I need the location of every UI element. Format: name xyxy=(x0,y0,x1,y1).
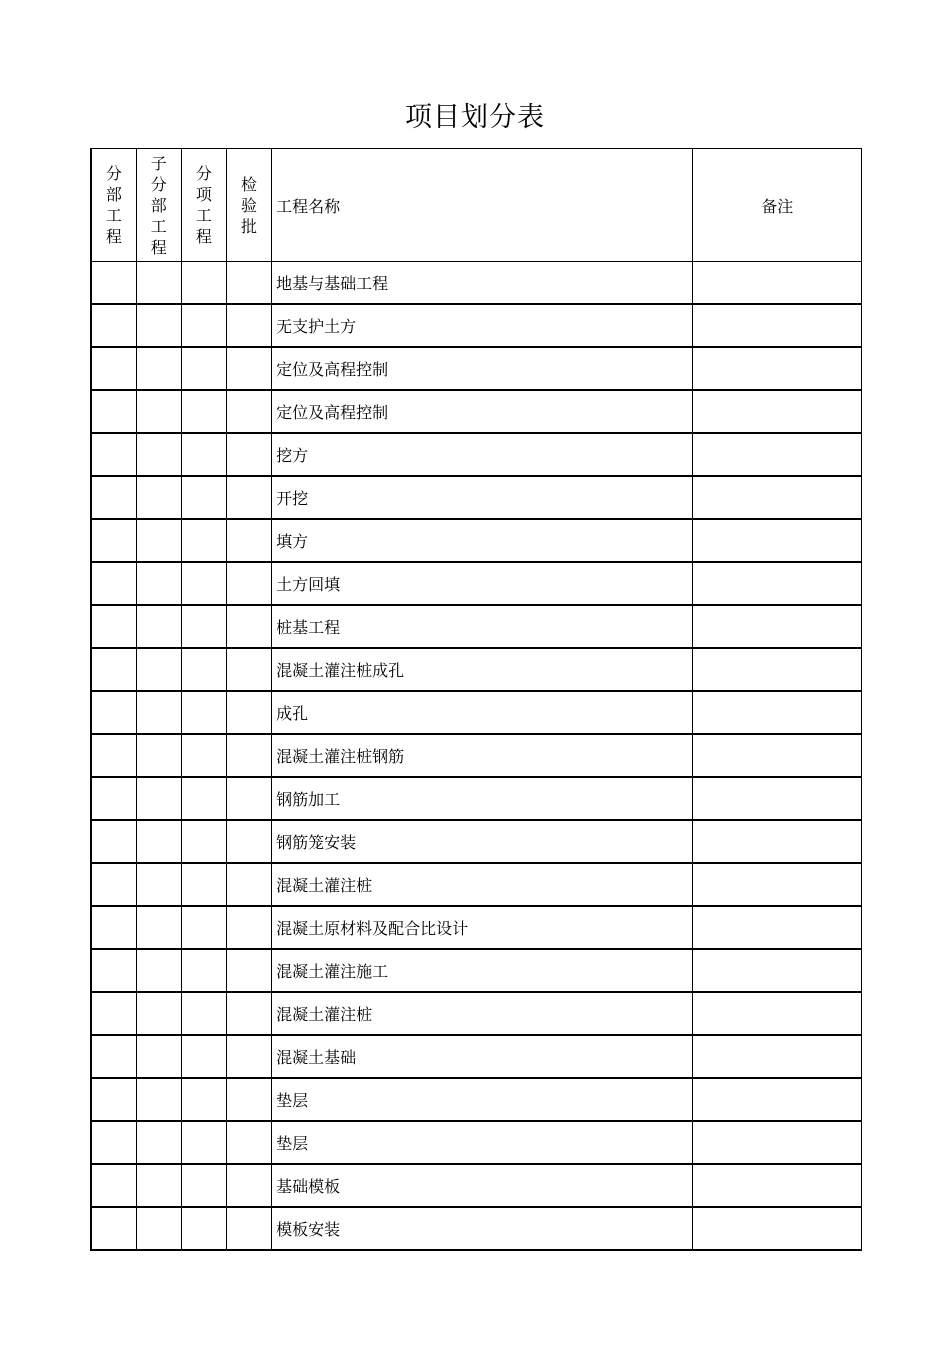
table-row xyxy=(91,863,862,906)
cell-zifenbu xyxy=(136,347,181,390)
cell-jianyanpi xyxy=(226,433,271,476)
cell-jianyanpi xyxy=(226,992,271,1035)
page-title: 项目划分表 xyxy=(405,102,545,133)
cell-project-name: 开挖 xyxy=(272,476,693,519)
cell-fenxiang xyxy=(181,992,226,1035)
cell-fenbu xyxy=(91,519,136,562)
cell-project-name: 混凝土灌注桩成孔 xyxy=(272,648,693,691)
table-row xyxy=(91,1078,862,1121)
cell-fenbu xyxy=(91,1035,136,1078)
header-note: 备注 xyxy=(693,149,862,262)
table-row xyxy=(91,476,862,519)
table-row xyxy=(91,820,862,863)
cell-project-name: 垫层 xyxy=(272,1121,693,1164)
header-char: 程 xyxy=(150,237,167,257)
cell-fenbu xyxy=(91,1207,136,1250)
cell-fenbu xyxy=(91,734,136,777)
cell-fenxiang xyxy=(181,863,226,906)
cell-fenxiang xyxy=(181,519,226,562)
cell-jianyanpi xyxy=(226,1164,271,1207)
cell-project-name: 模板安装 xyxy=(272,1207,693,1250)
header-char: 分 xyxy=(150,174,167,194)
header-jianyanpi xyxy=(226,149,271,262)
cell-project-name: 地基与基础工程 xyxy=(272,262,693,305)
cell-jianyanpi xyxy=(226,691,271,734)
cell-fenbu xyxy=(91,562,136,605)
cell-fenxiang xyxy=(181,906,226,949)
cell-project-name: 基础模板 xyxy=(272,1164,693,1207)
cell-zifenbu xyxy=(136,562,181,605)
cell-jianyanpi xyxy=(226,562,271,605)
cell-jianyanpi xyxy=(226,476,271,519)
cell-project-name: 混凝土灌注桩 xyxy=(272,863,693,906)
cell-jianyanpi xyxy=(226,262,271,305)
header-zifenbu xyxy=(136,149,181,262)
cell-zifenbu xyxy=(136,691,181,734)
cell-project-name: 混凝土灌注施工 xyxy=(272,949,693,992)
cell-fenbu xyxy=(91,777,136,820)
cell-jianyanpi xyxy=(226,1078,271,1121)
cell-fenxiang xyxy=(181,347,226,390)
cell-fenxiang xyxy=(181,1121,226,1164)
header-char: 验 xyxy=(240,195,257,215)
cell-zifenbu xyxy=(136,304,181,347)
table-row xyxy=(91,1164,862,1207)
table-row xyxy=(91,605,862,648)
cell-fenbu xyxy=(91,304,136,347)
cell-project-name: 桩基工程 xyxy=(272,605,693,648)
cell-zifenbu xyxy=(136,605,181,648)
cell-note xyxy=(693,949,862,992)
cell-fenxiang xyxy=(181,1207,226,1250)
cell-note xyxy=(693,304,862,347)
cell-fenbu xyxy=(91,347,136,390)
cell-zifenbu xyxy=(136,734,181,777)
cell-jianyanpi xyxy=(226,734,271,777)
cell-fenxiang xyxy=(181,433,226,476)
cell-project-name: 无支护土方 xyxy=(272,304,693,347)
cell-fenbu xyxy=(91,476,136,519)
cell-jianyanpi xyxy=(226,863,271,906)
table-row xyxy=(91,992,862,1035)
cell-note xyxy=(693,734,862,777)
cell-fenbu xyxy=(91,1164,136,1207)
cell-project-name: 定位及高程控制 xyxy=(272,390,693,433)
table-row xyxy=(91,648,862,691)
cell-fenbu xyxy=(91,648,136,691)
cell-zifenbu xyxy=(136,648,181,691)
table-row xyxy=(91,949,862,992)
header-fenbu xyxy=(91,149,136,262)
cell-fenxiang xyxy=(181,949,226,992)
cell-project-name: 土方回填 xyxy=(272,562,693,605)
header-char: 工 xyxy=(195,206,212,225)
header-char: 程 xyxy=(105,227,122,246)
cell-note xyxy=(693,777,862,820)
cell-fenbu xyxy=(91,1078,136,1121)
cell-fenbu xyxy=(91,262,136,305)
header-char: 部 xyxy=(150,195,167,215)
cell-zifenbu xyxy=(136,949,181,992)
project-division-table xyxy=(90,148,862,1251)
cell-zifenbu xyxy=(136,476,181,519)
table-row xyxy=(91,1207,862,1250)
cell-fenxiang xyxy=(181,691,226,734)
cell-fenxiang xyxy=(181,1078,226,1121)
header-char: 分 xyxy=(105,164,122,183)
header-char: 项 xyxy=(195,185,212,204)
table-row xyxy=(91,304,862,347)
cell-project-name: 挖方 xyxy=(272,433,693,476)
header-char: 批 xyxy=(240,216,257,236)
cell-fenbu xyxy=(91,992,136,1035)
cell-jianyanpi xyxy=(226,777,271,820)
table-row xyxy=(91,262,862,305)
cell-zifenbu xyxy=(136,1078,181,1121)
header-char: 部 xyxy=(105,185,122,204)
cell-project-name: 定位及高程控制 xyxy=(272,347,693,390)
cell-note xyxy=(693,1207,862,1250)
cell-note xyxy=(693,562,862,605)
cell-jianyanpi xyxy=(226,648,271,691)
table-row xyxy=(91,519,862,562)
cell-fenbu xyxy=(91,605,136,648)
cell-note xyxy=(693,906,862,949)
cell-fenxiang xyxy=(181,734,226,777)
cell-fenxiang xyxy=(181,777,226,820)
table-row xyxy=(91,734,862,777)
table-row xyxy=(91,390,862,433)
cell-fenxiang xyxy=(181,304,226,347)
cell-fenxiang xyxy=(181,1035,226,1078)
cell-fenxiang xyxy=(181,262,226,305)
cell-note xyxy=(693,476,862,519)
header-project-name: 工程名称 xyxy=(272,149,693,262)
cell-note xyxy=(693,1035,862,1078)
cell-fenxiang xyxy=(181,390,226,433)
header-char: 程 xyxy=(195,227,212,246)
table-row xyxy=(91,1035,862,1078)
header-char: 分 xyxy=(195,164,212,183)
cell-zifenbu xyxy=(136,906,181,949)
cell-jianyanpi xyxy=(226,1207,271,1250)
cell-jianyanpi xyxy=(226,906,271,949)
cell-note xyxy=(693,691,862,734)
cell-fenxiang xyxy=(181,476,226,519)
header-fenxiang xyxy=(181,149,226,262)
cell-note xyxy=(693,1121,862,1164)
cell-note xyxy=(693,992,862,1035)
cell-fenbu xyxy=(91,906,136,949)
cell-fenbu xyxy=(91,433,136,476)
cell-note xyxy=(693,863,862,906)
cell-project-name: 填方 xyxy=(272,519,693,562)
cell-zifenbu xyxy=(136,863,181,906)
cell-project-name: 钢筋笼安装 xyxy=(272,820,693,863)
cell-jianyanpi xyxy=(226,605,271,648)
cell-zifenbu xyxy=(136,820,181,863)
cell-fenbu xyxy=(91,691,136,734)
cell-zifenbu xyxy=(136,519,181,562)
cell-fenbu xyxy=(91,949,136,992)
cell-jianyanpi xyxy=(226,519,271,562)
cell-note xyxy=(693,433,862,476)
cell-project-name: 成孔 xyxy=(272,691,693,734)
cell-fenbu xyxy=(91,390,136,433)
header-char: 工 xyxy=(105,206,122,225)
cell-jianyanpi xyxy=(226,390,271,433)
cell-note xyxy=(693,648,862,691)
cell-fenbu xyxy=(91,1121,136,1164)
cell-jianyanpi xyxy=(226,949,271,992)
cell-zifenbu xyxy=(136,1207,181,1250)
table-row xyxy=(91,777,862,820)
cell-note xyxy=(693,519,862,562)
table-row xyxy=(91,1121,862,1164)
cell-project-name: 钢筋加工 xyxy=(272,777,693,820)
table-header-row xyxy=(91,149,862,262)
cell-zifenbu xyxy=(136,1121,181,1164)
table-row xyxy=(91,347,862,390)
cell-zifenbu xyxy=(136,777,181,820)
cell-jianyanpi xyxy=(226,347,271,390)
cell-zifenbu xyxy=(136,1164,181,1207)
cell-project-name: 混凝土灌注桩 xyxy=(272,992,693,1035)
cell-fenxiang xyxy=(181,562,226,605)
cell-note xyxy=(693,820,862,863)
cell-fenxiang xyxy=(181,820,226,863)
cell-zifenbu xyxy=(136,433,181,476)
cell-jianyanpi xyxy=(226,1121,271,1164)
cell-note xyxy=(693,347,862,390)
cell-fenxiang xyxy=(181,648,226,691)
cell-project-name: 垫层 xyxy=(272,1078,693,1121)
cell-zifenbu xyxy=(136,390,181,433)
table-row xyxy=(91,433,862,476)
table-row xyxy=(91,562,862,605)
cell-fenxiang xyxy=(181,605,226,648)
cell-jianyanpi xyxy=(226,820,271,863)
cell-note xyxy=(693,390,862,433)
cell-project-name: 混凝土灌注桩钢筋 xyxy=(272,734,693,777)
table-row xyxy=(91,691,862,734)
header-char: 子 xyxy=(150,153,167,173)
cell-fenbu xyxy=(91,820,136,863)
cell-zifenbu xyxy=(136,1035,181,1078)
cell-note xyxy=(693,1078,862,1121)
cell-project-name: 混凝土基础 xyxy=(272,1035,693,1078)
cell-note xyxy=(693,262,862,305)
cell-zifenbu xyxy=(136,262,181,305)
cell-fenxiang xyxy=(181,1164,226,1207)
cell-note xyxy=(693,605,862,648)
cell-jianyanpi xyxy=(226,1035,271,1078)
cell-zifenbu xyxy=(136,992,181,1035)
header-char: 工 xyxy=(150,216,167,236)
table-row xyxy=(91,906,862,949)
cell-project-name: 混凝土原材料及配合比设计 xyxy=(272,906,693,949)
cell-fenbu xyxy=(91,863,136,906)
cell-jianyanpi xyxy=(226,304,271,347)
header-char: 检 xyxy=(240,174,257,194)
cell-note xyxy=(693,1164,862,1207)
